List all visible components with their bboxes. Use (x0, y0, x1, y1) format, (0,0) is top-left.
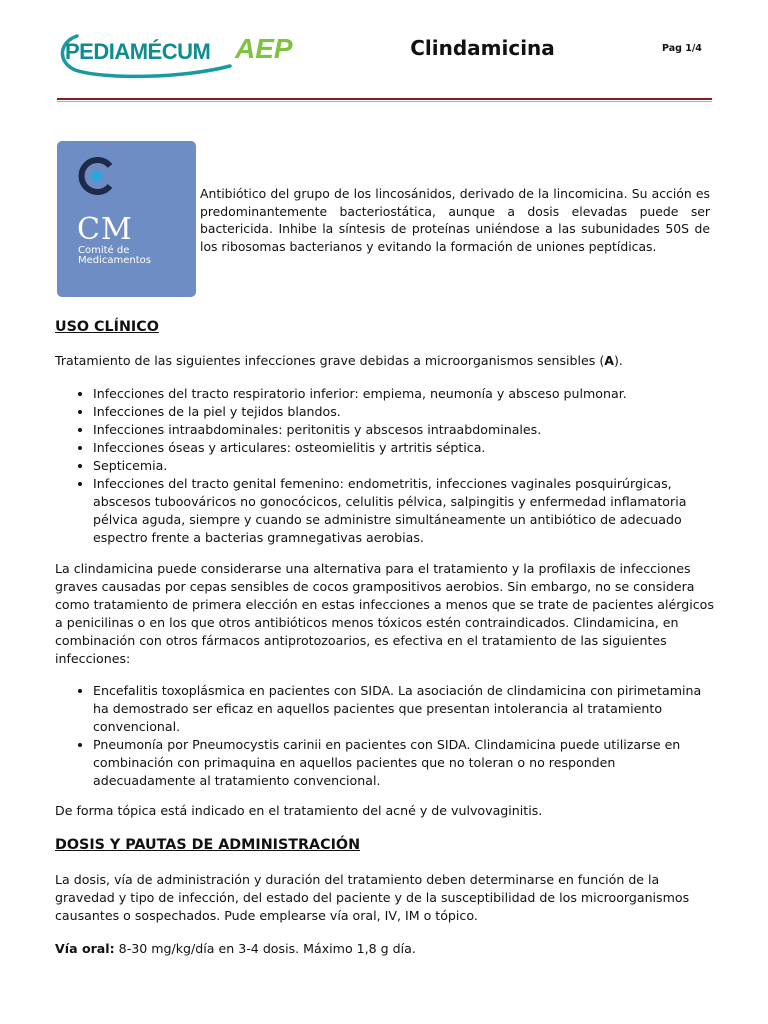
oral-dose-label: Vía oral: (55, 941, 115, 956)
pediamecum-aep-logo (55, 28, 305, 80)
list-item: • Septicemia. (93, 457, 715, 475)
indications-list (55, 385, 715, 547)
topical-paragraph: De forma tópica está indicado en el tratamiento del acné y de vulvovaginitis. (55, 803, 543, 818)
list-item: • Infecciones del tracto respiratorio inferior: empiema, neumonía y absceso pulmonar. (93, 385, 715, 403)
oral-dose-text: 8-30 mg/kg/día en 3-4 dosis. Máximo 1,8 g día. (114, 941, 416, 956)
document-title: Clindamicina (410, 36, 555, 60)
list-item: • Pneumonía por Pneumocystis carinii en pacientes con SIDA. Clindamicina puede utilizarse en combinación con primaquina en aquellos pacientes que no toleran o no responden adecuadamente al tratamiento convencional. (93, 736, 715, 790)
logo-text-aep: AEP (235, 33, 293, 64)
cm-badge-title: CM (77, 212, 133, 247)
header-rule (57, 98, 712, 100)
list-item: • Infecciones intraabdominales: peritonitis y abscesos intraabdominales. (93, 421, 715, 439)
cm-badge-line1: Comité de (78, 245, 130, 256)
alternative-paragraph: La clindamicina puede considerarse una alternativa para el tratamiento y la profilaxis de infecciones graves causadas por cepas sensibles de cocos grampositivos aerobios. Sin embargo, no se considera como tratamiento de primera elección en estas infecciones a menos que se trate de pacientes alérgicos a penicilinas o en los que otros antibióticos menos tóxicos estén contraindicados. Clindamicina, en combinación con otros fármacos antiprotozoarios, es efectiva en el tratamiento de las siguientes infecciones: (55, 561, 714, 666)
list-item: • Infecciones del tracto genital femenino: endometritis, infecciones vaginales posquirúrgicas, abscesos tuboováricos no gonocócicos, celulitis pélvica, salpingitis y enfermedad inflamatoria pélvica aguda, siempre y cuando se administre simultáneamente un antibiótico de adecuado espectro frente a bacterias gramnegativas aerobias. (93, 475, 715, 547)
uso-lead-text: Tratamiento de las siguientes infecciones grave debidas a microorganismos sensibles ( (55, 353, 605, 368)
section-heading-uso-clinico: USO CLÍNICO (55, 319, 159, 335)
page-number: Pag 1/4 (662, 43, 702, 54)
header-rule-shadow (57, 101, 712, 102)
intro-paragraph: Antibiótico del grupo de los lincosánidos, derivado de la lincomicina. Su acción es predominantemente bacteriostática, aunque a dosis elevadas puede ser bactericida. Inhibe la síntesis de proteínas uniéndose a las subunidades 50S de los ribosomas bacterianos y evitando la formación de uniones peptídicas. (200, 186, 710, 254)
list-item: • Encefalitis toxoplásmica en pacientes con SIDA. La asociación de clindamicina con pirimetamina ha demostrado ser eficaz en aquellos pacientes que presentan intolerancia al tratamiento convencional. (93, 682, 715, 736)
list-item: • Infecciones óseas y articulares: osteomielitis y artritis séptica. (93, 439, 715, 457)
oral-dose-line (55, 940, 715, 958)
uso-lead-end: ). (613, 353, 623, 368)
uso-lead-paragraph (55, 352, 715, 370)
dosis-paragraph: La dosis, vía de administración y duración del tratamiento deben determinarse en función de la gravedad y tipo de infección, del estado del paciente y de la susceptibilidad de los microorganismos causantes o sospechados. Pude emplearse vía oral, IV, IM o tópico. (55, 872, 690, 923)
evidence-grade: A (604, 353, 614, 368)
cm-ring-icon (76, 156, 116, 196)
aids-infections-list (55, 682, 715, 790)
list-item: • Infecciones de la piel y tejidos blandos. (93, 403, 715, 421)
section-heading-dosis: DOSIS Y PAUTAS DE ADMINISTRACIÓN (55, 837, 361, 853)
cm-badge-line2: Medicamentos (78, 255, 152, 266)
logo-text-pediamecum: PEDIAMÉCUM (65, 39, 211, 64)
